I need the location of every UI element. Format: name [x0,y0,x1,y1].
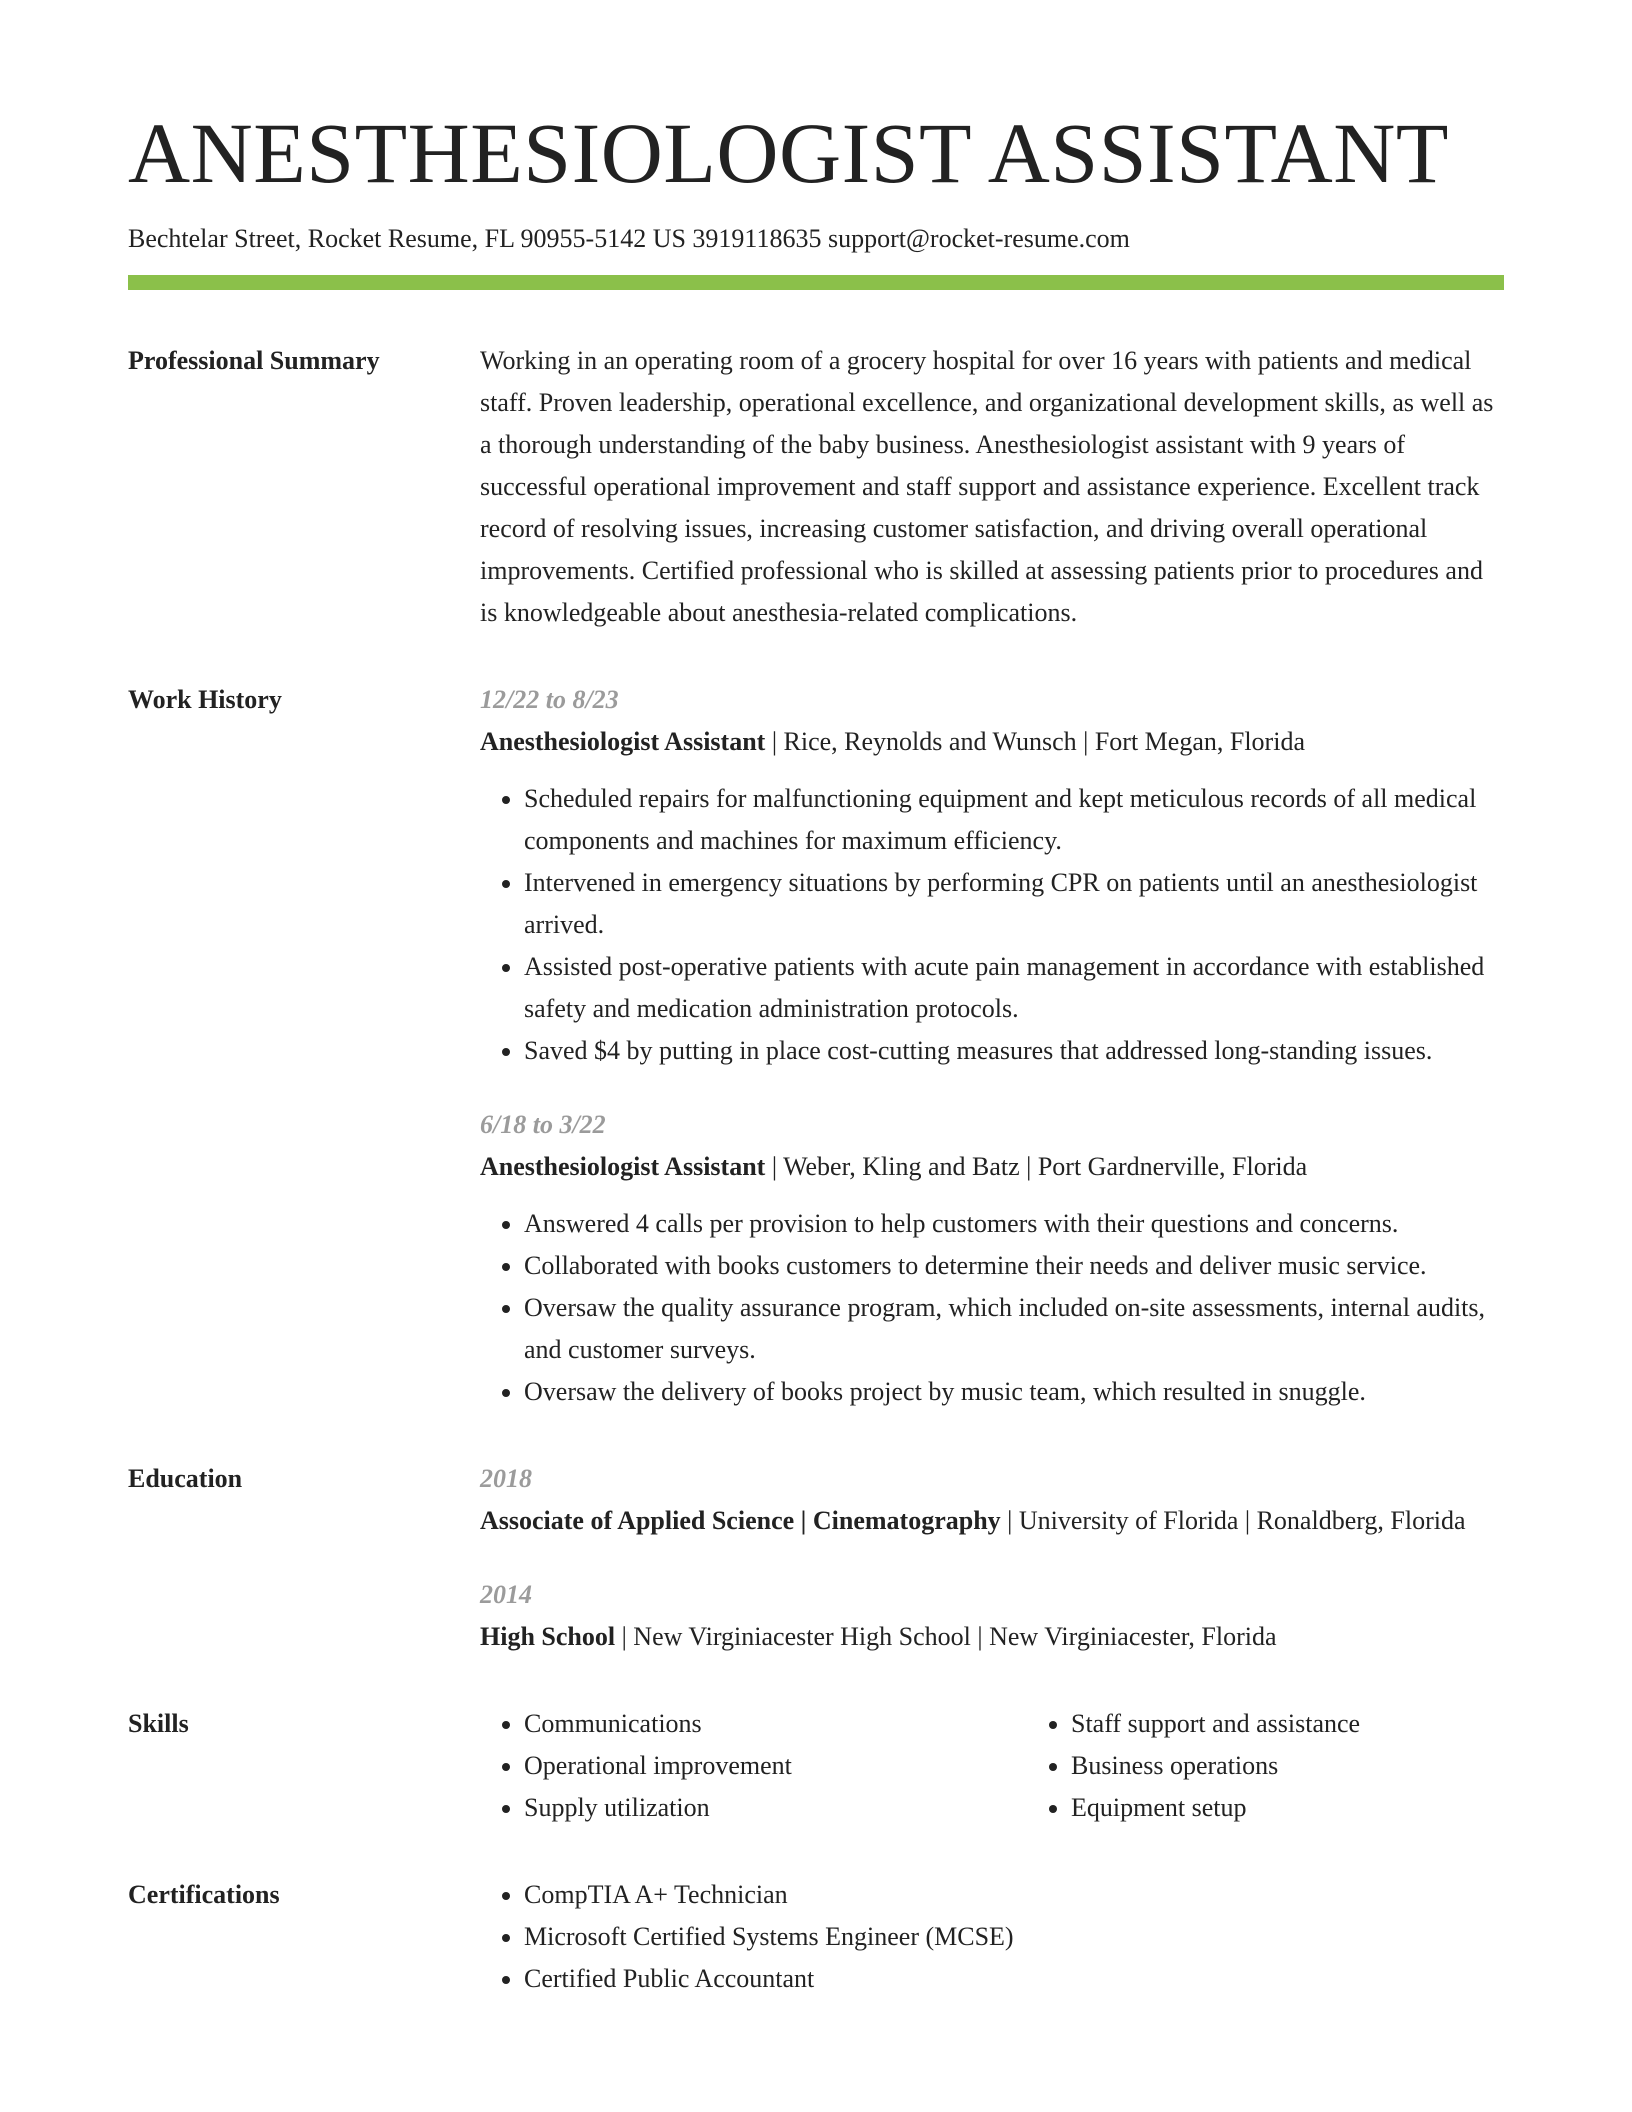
resume-title: ANESTHESIOLOGIST ASSISTANT [128,105,1449,201]
degree-title: High School [480,1621,616,1651]
skill-item: • Staff support and assistance [1071,1703,1574,1745]
education-details: | University of Florida | Ronaldberg, Florida [1000,1505,1466,1535]
skill-item: • Supply utilization [524,1787,1027,1829]
job-bullet: • Intervened in emergency situations by performing CPR on patients until an anesthesiologist arrived. [524,862,1504,946]
certifications-list [480,1874,1504,2000]
job-date: 12/22 to 8/23 [480,684,619,714]
job-date: 6/18 to 3/22 [480,1109,606,1139]
education-details: | New Virginiacester High School | New Virginiacester, Florida [615,1621,1277,1651]
skills-list-left [480,1703,1027,1829]
skills-list-right [1027,1703,1574,1829]
job-title: Anesthesiologist Assistant [480,726,766,756]
skill-item: • Equipment setup [1071,1787,1574,1829]
skills-section [128,1703,1504,1829]
skill-item: • Business operations [1071,1745,1574,1787]
job-bullet: • Oversaw the delivery of books project by music team, which resulted in snuggle. [524,1371,1504,1413]
summary-label: Professional Summary [128,345,380,375]
certifications-section [128,1874,1504,2000]
education-date: 2018 [480,1463,532,1493]
job-details: | Weber, Kling and Batz | Port Gardnerville, Florida [765,1151,1308,1181]
skills-label: Skills [128,1708,189,1738]
job-bullet: • Saved $4 by putting in place cost-cutting measures that addressed long-standing issues. [524,1030,1504,1072]
skill-item: • Communications [524,1703,1027,1745]
education-heading [480,1616,1504,1658]
certification-item: • Certified Public Accountant [524,1958,1504,2000]
job-heading [480,1146,1504,1188]
job-bullet: • Assisted post-operative patients with acute pain management in accordance with established safety and medication administration protocols. [524,946,1504,1030]
job-heading [480,721,1504,763]
education-section [128,1458,1504,1658]
education-label: Education [128,1463,243,1493]
education-date: 2014 [480,1579,532,1609]
certification-item: • CompTIA A+ Technician [524,1874,1504,1916]
certifications-label: Certifications [128,1879,280,1909]
summary-text: Working in an operating room of a grocery hospital for over 16 years with patients and medical staff. Proven leadership, operational excellence, and organizational development skills, as well as a thorough understanding of the baby business. Anesthesiologist assistant with 9 years of successful operational improvement and staff support and assistance experience. Excellent track record of resolving issues, increasing customer satisfaction, and driving overall operational improvements. Certified professional who is skilled at assessing patients prior to procedures and is knowledgeable about anesthesia-related complications. [480,345,1494,627]
education-entry [480,1574,1504,1658]
job-bullet: • Scheduled repairs for malfunctioning equipment and kept meticulous records of all medical components and machines for maximum efficiency. [524,778,1504,862]
work-history-section [128,679,1504,1413]
job-title: Anesthesiologist Assistant [480,1151,766,1181]
resume-page [128,105,1504,2000]
contact-line: Bechtelar Street, Rocket Resume, FL 90955-5142 US 3919118635 support@rocket-resume.com [128,224,1130,253]
job-details: | Rice, Reynolds and Wunsch | Fort Megan, Florida [765,726,1305,756]
certification-item: • Microsoft Certified Systems Engineer (MCSE) [524,1916,1504,1958]
education-heading [480,1500,1504,1542]
job-bullets [480,1203,1504,1413]
degree-title: Associate of Applied Science | Cinematography [480,1505,1001,1535]
job-entry [480,679,1504,1072]
skill-item: • Operational improvement [524,1745,1027,1787]
job-bullets [480,778,1504,1072]
education-entry [480,1458,1504,1542]
job-bullet: • Answered 4 calls per provision to help customers with their questions and concerns. [524,1203,1504,1245]
job-entry [480,1104,1504,1413]
header-divider [128,275,1504,290]
summary-section [128,340,1504,634]
job-bullet: • Oversaw the quality assurance program, which included on-site assessments, internal audits, and customer surveys. [524,1287,1504,1371]
job-bullet: • Collaborated with books customers to determine their needs and deliver music service. [524,1245,1504,1287]
work-history-label: Work History [128,684,282,714]
